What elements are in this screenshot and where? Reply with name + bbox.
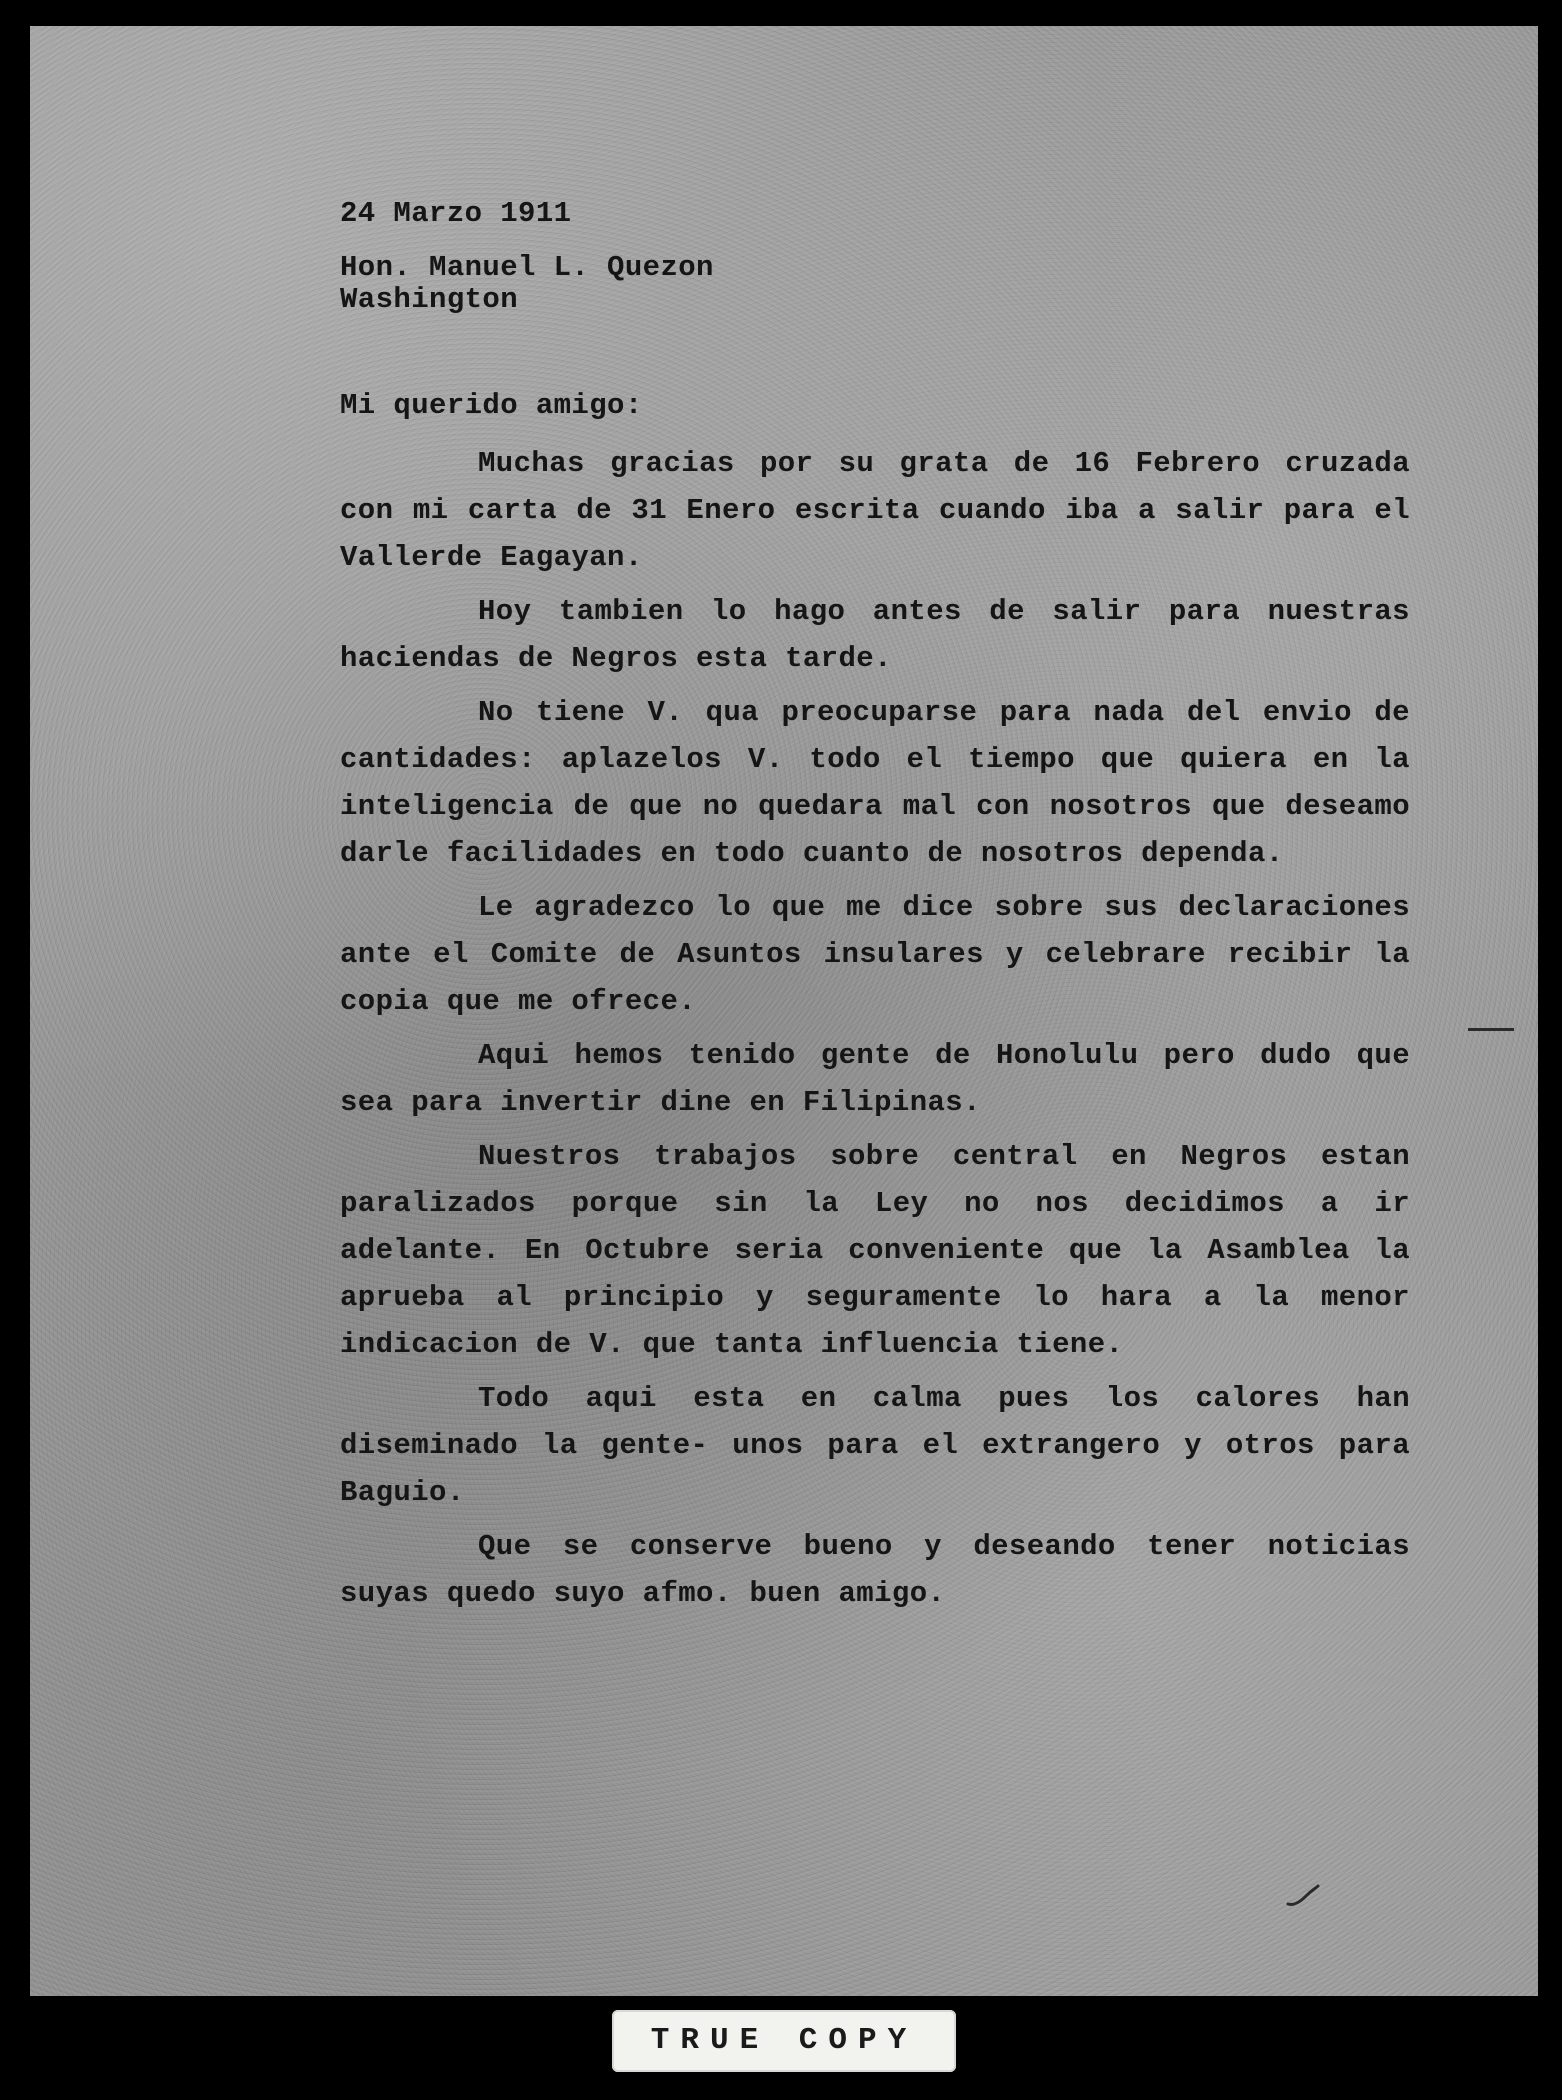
paragraph: Muchas gracias por su grata de 16 Febrero cruzada con mi carta de 31 Enero escrita cuando iba a salir para el Vallerde Eagayan.: [340, 447, 1410, 574]
paragraph: Que se conserve bueno y deseando tener noticias suyas quedo suyo afmo. buen amigo.: [340, 1530, 1410, 1610]
paragraph: Hoy tambien lo hago antes de salir para nuestras haciendas de Negros esta tarde.: [340, 595, 1410, 675]
addressee-block: [340, 252, 714, 316]
margin-mark: [1468, 1028, 1514, 1031]
paragraph: Aqui hemos tenido gente de Honolulu pero dudo que sea para invertir dine en Filipinas.: [340, 1039, 1410, 1119]
paragraph: Todo aqui esta en calma pues los calores han diseminado la gente- unos para el extrangero y otros para Baguio.: [340, 1382, 1410, 1509]
paragraph: Le agradezco lo que me dice sobre sus declaraciones ante el Comite de Asuntos insulares y celebrare recibir la copia que me ofrece.: [340, 891, 1410, 1018]
paragraph: No tiene V. qua preocuparse para nada del envio de cantidades: aplazelos V. todo el tiempo que quiera en la inteligencia de que no quedara mal con nosotros que deseamo darle facilidades en todo cuanto de nosotros dependa.: [340, 696, 1410, 870]
true-copy-stamp: TRUE COPY: [612, 2010, 956, 2072]
addressee-name: Hon. Manuel L. Quezon: [340, 251, 714, 284]
addressee-location: Washington: [340, 283, 519, 316]
paragraph: Nuestros trabajos sobre central en Negros estan paralizados porque sin la Ley no nos decidimos a ir adelante. En Octubre seria conveniente que la Asamblea la aprueba al principio y seguramente lo hara a la menor indicacion de V. que tanta influencia tiene.: [340, 1140, 1410, 1361]
letter-body: [340, 440, 1410, 1624]
pen-mark-icon: [1286, 1884, 1320, 1908]
letter-date: 24 Marzo 1911: [340, 197, 572, 230]
salutation: Mi querido amigo:: [340, 389, 643, 422]
